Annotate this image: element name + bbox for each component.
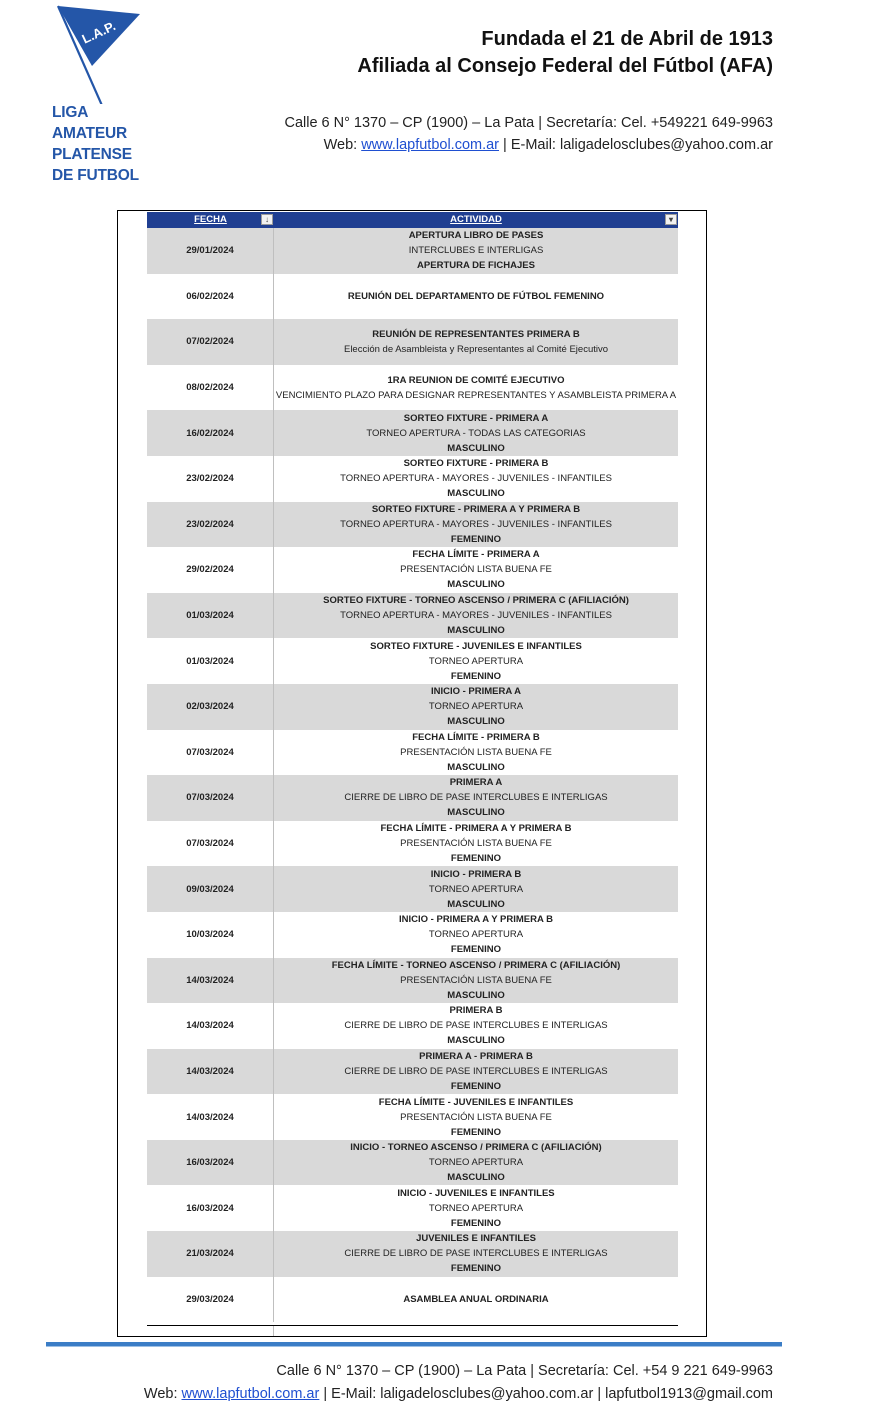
- activity-line-l2: CIERRE DE LIBRO DE PASE INTERCLUBES E INTERLIGAS: [344, 1020, 608, 1032]
- cell-fecha: 07/03/2024: [147, 775, 274, 821]
- cell-actividad: [274, 228, 678, 274]
- activity-line-l3: FEMENINO: [450, 944, 502, 956]
- cell-actividad: [274, 1140, 678, 1186]
- table-row: [147, 1185, 678, 1231]
- activity-line-l3: FEMENINO: [450, 1217, 502, 1229]
- cell-actividad: [274, 821, 678, 867]
- activity-line-l1: 1RA REUNION DE COMITÉ EJECUTIVO: [387, 374, 565, 386]
- cell-actividad: [274, 1094, 678, 1140]
- table-row: [147, 1140, 678, 1186]
- cell-actividad: [274, 1277, 678, 1323]
- activity-line-l2: PRESENTACIÓN LISTA BUENA FE: [400, 746, 552, 758]
- cell-actividad: [274, 365, 678, 411]
- activity-line-l2: PRESENTACIÓN LISTA BUENA FE: [400, 1111, 552, 1123]
- table-row: [147, 274, 678, 320]
- cell-actividad: [274, 1231, 678, 1277]
- activity-line-l3: MASCULINO: [447, 579, 505, 591]
- activity-line-l2: CIERRE DE LIBRO DE PASE INTERCLUBES E INTERLIGAS: [344, 1065, 608, 1077]
- activity-line-l2: TORNEO APERTURA: [428, 1157, 524, 1169]
- affiliation-title: Afiliada al Consejo Federal del Fútbol (AFA): [357, 55, 773, 77]
- league-name-line: PLATENSE: [52, 146, 132, 163]
- cell-fecha: 16/02/2024: [147, 410, 274, 456]
- header-address: Calle 6 N° 1370 – CP (1900) – La Pata | Secretaría: Cel. +549221 649-9963: [284, 115, 773, 131]
- cell-fecha: 08/02/2024: [147, 365, 274, 411]
- cell-actividad: [274, 547, 678, 593]
- activity-line-l1: INICIO - TORNEO ASCENSO / PRIMERA C (AFILIACIÓN): [350, 1142, 602, 1154]
- activity-line-l2: TORNEO APERTURA: [428, 655, 524, 667]
- activity-line-l2: CIERRE DE LIBRO DE PASE INTERCLUBES E INTERLIGAS: [344, 792, 608, 804]
- cell-fecha: 14/03/2024: [147, 1003, 274, 1049]
- cell-actividad: [274, 958, 678, 1004]
- cell-fecha: 02/03/2024: [147, 684, 274, 730]
- table-row: [147, 319, 678, 365]
- flag-icon: [44, 4, 184, 104]
- table-row: [147, 502, 678, 548]
- cell-actividad: [274, 274, 678, 320]
- activity-line-l2: TORNEO APERTURA: [428, 1202, 524, 1214]
- table-row: [147, 456, 678, 502]
- activity-line-l1: SORTEO FIXTURE - PRIMERA A: [403, 412, 549, 424]
- cell-actividad: [274, 1185, 678, 1231]
- league-name-line: DE FUTBOL: [52, 167, 139, 184]
- cell-fecha: 07/02/2024: [147, 319, 274, 365]
- activity-line-l1: FECHA LÍMITE - PRIMERA B: [412, 731, 540, 743]
- activity-line-l3: FEMENINO: [450, 1263, 502, 1275]
- activity-line-l1: INICIO - JUVENILES E INFANTILES: [397, 1187, 555, 1199]
- activity-line-l1: SORTEO FIXTURE - PRIMERA A Y PRIMERA B: [371, 503, 581, 515]
- table-row: [147, 410, 678, 456]
- activity-line-l3: FEMENINO: [450, 853, 502, 865]
- sort-filter-icon[interactable]: ↓: [261, 214, 273, 225]
- activity-line-l1: SORTEO FIXTURE - TORNEO ASCENSO / PRIMERA C (AFILIACIÓN): [323, 595, 629, 607]
- activity-line-l3: APERTURA DE FICHAJES: [417, 260, 535, 272]
- header-titles: [357, 26, 773, 80]
- column-label-fecha: FECHA: [194, 214, 227, 225]
- table-row: [147, 593, 678, 639]
- cell-fecha: 14/03/2024: [147, 1049, 274, 1095]
- activity-line-l1: SORTEO FIXTURE - PRIMERA B: [403, 458, 549, 470]
- cell-fecha: 29/01/2024: [147, 228, 274, 274]
- cell-fecha: 01/03/2024: [147, 638, 274, 684]
- table-row: [147, 775, 678, 821]
- activity-line-l1: INICIO - PRIMERA A Y PRIMERA B: [399, 914, 553, 926]
- cell-actividad: [274, 410, 678, 456]
- table-row: [147, 638, 678, 684]
- table-row: [147, 1277, 678, 1323]
- activity-line-l3: MASCULINO: [447, 625, 505, 637]
- column-header-actividad[interactable]: [274, 212, 678, 228]
- activity-line-l1: ASAMBLEA ANUAL ORDINARIA: [403, 1293, 549, 1305]
- footer-contact: [144, 1360, 773, 1406]
- activity-line-l2: TORNEO APERTURA: [428, 701, 524, 713]
- calendar-table: [147, 212, 678, 1322]
- activity-line-l3: MASCULINO: [447, 989, 505, 1001]
- activity-line-l2: PRESENTACIÓN LISTA BUENA FE: [400, 838, 552, 850]
- activity-line-l3: FEMENINO: [450, 1126, 502, 1138]
- cell-actividad: [274, 775, 678, 821]
- cell-fecha: 07/03/2024: [147, 730, 274, 776]
- activity-line-l3: MASCULINO: [447, 488, 505, 500]
- activity-line-l2: TORNEO APERTURA: [428, 883, 524, 895]
- footer-emails: | E-Mail: laligadelosclubes@yahoo.com.ar | lapfutbol1913@gmail.com: [323, 1386, 773, 1402]
- column-header-fecha[interactable]: [147, 212, 274, 228]
- activity-line-l2: VENCIMIENTO PLAZO PARA DESIGNAR REPRESENTANTES Y ASAMBLEISTA PRIMERA A: [275, 389, 677, 401]
- table-row: [147, 228, 678, 274]
- header-contact: [284, 112, 773, 156]
- header-web-line: [284, 134, 773, 156]
- web-link[interactable]: www.lapfutbol.com.ar: [361, 137, 500, 153]
- activity-line-l2: CIERRE DE LIBRO DE PASE INTERCLUBES E INTERLIGAS: [344, 1248, 608, 1260]
- activity-line-l3: MASCULINO: [447, 898, 505, 910]
- table-row: [147, 1094, 678, 1140]
- cell-actividad: [274, 456, 678, 502]
- founded-title: Fundada el 21 de Abril de 1913: [481, 28, 773, 50]
- activity-line-l2: TORNEO APERTURA - MAYORES - JUVENILES - INFANTILES: [340, 473, 612, 485]
- activity-line-l1: APERTURA LIBRO DE PASES: [408, 230, 544, 242]
- cell-fecha: 21/03/2024: [147, 1231, 274, 1277]
- cell-fecha: 29/03/2024: [147, 1277, 274, 1323]
- activity-line-l3: MASCULINO: [447, 807, 505, 819]
- table-row: [147, 1231, 678, 1277]
- column-divider: [273, 1326, 274, 1336]
- activity-line-l1: PRIMERA A - PRIMERA B: [419, 1050, 533, 1062]
- cell-fecha: 06/02/2024: [147, 274, 274, 320]
- table-row: [147, 958, 678, 1004]
- league-name-line: LIGA: [52, 104, 89, 121]
- table-row: [147, 912, 678, 958]
- table-row: [147, 730, 678, 776]
- filter-dropdown-icon[interactable]: ▾: [665, 214, 677, 225]
- activity-line-l1: INICIO - PRIMERA A: [430, 686, 522, 698]
- table-row: [147, 866, 678, 912]
- activity-line-l1: REUNIÓN DE REPRESENTANTES PRIMERA B: [372, 328, 580, 340]
- activity-line-l3: FEMENINO: [450, 1080, 502, 1092]
- activity-line-l3: MASCULINO: [447, 761, 505, 773]
- activity-line-l1: FECHA LÍMITE - JUVENILES E INFANTILES: [378, 1096, 574, 1108]
- table-row: [147, 547, 678, 593]
- table-header: [147, 212, 678, 228]
- table-row: [147, 365, 678, 411]
- activity-line-l3: MASCULINO: [447, 1035, 505, 1047]
- cell-actividad: [274, 593, 678, 639]
- cell-fecha: 10/03/2024: [147, 912, 274, 958]
- activity-line-l3: FEMENINO: [450, 533, 502, 545]
- cell-actividad: [274, 502, 678, 548]
- activity-line-l1: INICIO - PRIMERA B: [430, 868, 522, 880]
- cell-fecha: 01/03/2024: [147, 593, 274, 639]
- activity-line-l2: PRESENTACIÓN LISTA BUENA FE: [400, 564, 552, 576]
- cell-fecha: 09/03/2024: [147, 866, 274, 912]
- cell-actividad: [274, 730, 678, 776]
- header-email: | E-Mail: laligadelosclubes@yahoo.com.ar: [503, 137, 773, 153]
- cell-fecha: 14/03/2024: [147, 1094, 274, 1140]
- activity-line-l2: TORNEO APERTURA - TODAS LAS CATEGORIAS: [366, 427, 586, 439]
- cell-fecha: 23/02/2024: [147, 456, 274, 502]
- activity-line-l2: TORNEO APERTURA: [428, 929, 524, 941]
- activity-line-l2: TORNEO APERTURA - MAYORES - JUVENILES - INFANTILES: [340, 610, 612, 622]
- cell-fecha: 16/03/2024: [147, 1140, 274, 1186]
- activity-line-l1: PRIMERA B: [449, 1005, 503, 1017]
- activity-line-l1: PRIMERA A: [449, 777, 503, 789]
- activity-line-l1: SORTEO FIXTURE - JUVENILES E INFANTILES: [370, 640, 582, 652]
- footer-web-label: Web:: [143, 1386, 178, 1402]
- activity-line-l2: TORNEO APERTURA - MAYORES - JUVENILES - INFANTILES: [340, 518, 612, 530]
- flag-text: L.A.P.: [79, 18, 118, 47]
- cell-fecha: 14/03/2024: [147, 958, 274, 1004]
- cell-actividad: [274, 319, 678, 365]
- footer-divider-light: [46, 1346, 782, 1347]
- web-label: Web:: [323, 137, 358, 153]
- league-name: [52, 102, 139, 186]
- cell-actividad: [274, 1003, 678, 1049]
- activity-line-l1: FECHA LÍMITE - PRIMERA A Y PRIMERA B: [380, 823, 572, 835]
- activity-line-l1: REUNIÓN DEL DEPARTAMENTO DE FÚTBOL FEMENINO: [347, 290, 605, 302]
- cell-actividad: [274, 638, 678, 684]
- activity-line-l3: MASCULINO: [447, 442, 505, 454]
- table-row: [147, 1049, 678, 1095]
- cell-fecha: 07/03/2024: [147, 821, 274, 867]
- activity-line-l3: FEMENINO: [450, 670, 502, 682]
- activity-line-l3: MASCULINO: [447, 716, 505, 728]
- activity-line-l1: FECHA LÍMITE - PRIMERA A: [412, 549, 540, 561]
- activity-line-l3: MASCULINO: [447, 1172, 505, 1184]
- activity-line-l2: Elección de Asambleista y Representantes al Comité Ejecutivo: [343, 343, 609, 355]
- cell-fecha: 29/02/2024: [147, 547, 274, 593]
- activity-line-l2: INTERCLUBES E INTERLIGAS: [408, 245, 544, 257]
- cell-actividad: [274, 1049, 678, 1095]
- footer-web-link[interactable]: www.lapfutbol.com.ar: [181, 1386, 320, 1402]
- table-bottom-border: [147, 1325, 678, 1326]
- league-logo: [44, 4, 184, 184]
- cell-fecha: 23/02/2024: [147, 502, 274, 548]
- activity-line-l1: FECHA LÍMITE - TORNEO ASCENSO / PRIMERA C (AFILIACIÓN): [331, 959, 621, 971]
- activity-line-l2: PRESENTACIÓN LISTA BUENA FE: [400, 974, 552, 986]
- league-name-line: AMATEUR: [52, 125, 127, 142]
- cell-fecha: 16/03/2024: [147, 1185, 274, 1231]
- table-row: [147, 1003, 678, 1049]
- footer-web-line: [144, 1383, 773, 1406]
- table-row: [147, 821, 678, 867]
- table-row: [147, 684, 678, 730]
- cell-actividad: [274, 866, 678, 912]
- cell-actividad: [274, 912, 678, 958]
- table-body: [147, 228, 678, 1322]
- column-label-actividad: ACTIVIDAD: [450, 214, 502, 225]
- activity-line-l1: JUVENILES E INFANTILES: [416, 1233, 536, 1245]
- footer-address: Calle 6 N° 1370 – CP (1900) – La Pata | Secretaría: Cel. +54 9 221 649-9963: [276, 1363, 773, 1379]
- cell-actividad: [274, 684, 678, 730]
